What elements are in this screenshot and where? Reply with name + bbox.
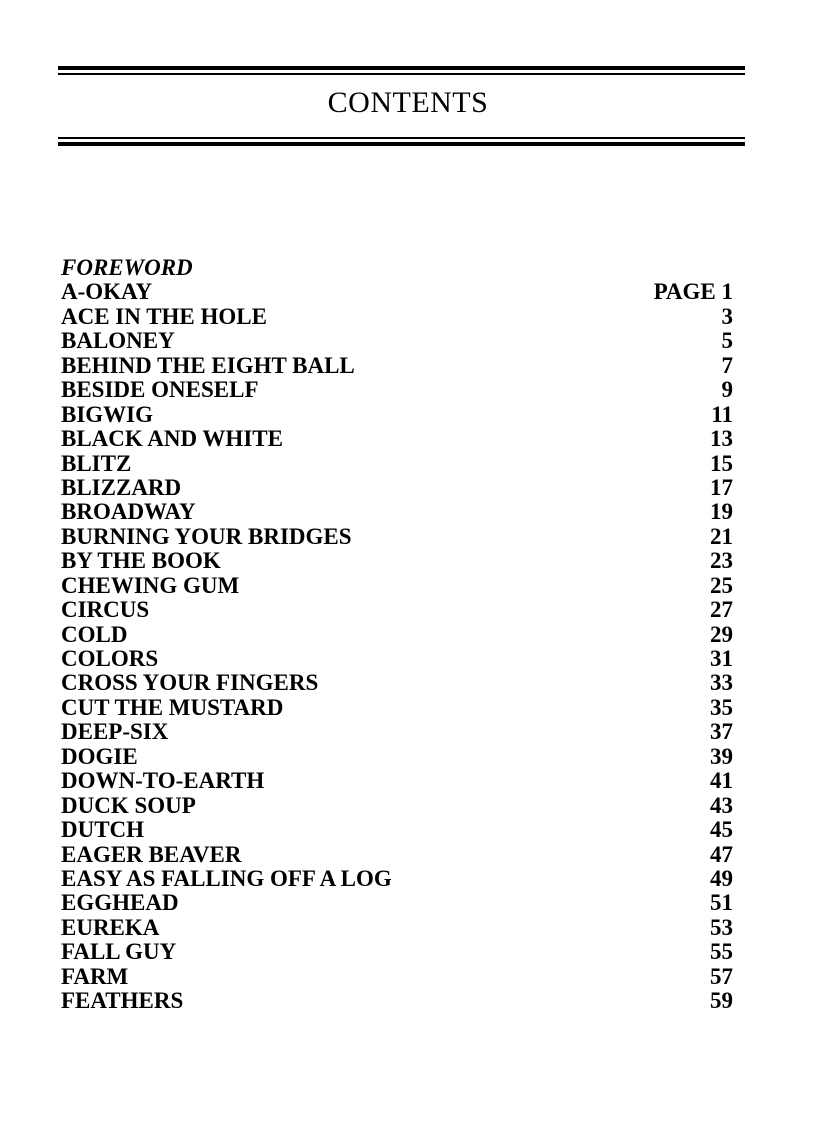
toc-entry-page: 53 <box>710 914 733 940</box>
toc-entry <box>61 794 733 818</box>
toc-entry-title: BROADWAY <box>61 499 196 525</box>
toc-entry-title: COLORS <box>61 646 159 671</box>
toc-entry-page: 47 <box>710 841 733 867</box>
toc-entry <box>61 256 733 280</box>
toc-entry-title: BY THE BOOK <box>61 548 221 574</box>
toc-entry <box>61 623 733 647</box>
toc-entry-title: BALONEY <box>61 328 175 354</box>
toc-entry-page: 19 <box>710 499 733 525</box>
table-of-contents <box>61 256 733 1014</box>
toc-entry <box>61 354 733 378</box>
toc-entry-title: CIRCUS <box>61 597 150 623</box>
toc-entry-page: 43 <box>710 792 733 818</box>
toc-entry-title: BLACK AND WHITE <box>61 426 283 452</box>
toc-entry <box>61 671 733 695</box>
toc-entry <box>61 745 733 769</box>
toc-entry <box>61 818 733 842</box>
toc-entry-page: 3 <box>721 303 733 329</box>
toc-entry <box>61 720 733 744</box>
toc-entry-page: 55 <box>710 939 733 965</box>
toc-entry-page: 57 <box>710 963 733 989</box>
toc-entry <box>61 549 733 573</box>
toc-entry-page: 37 <box>710 719 733 745</box>
toc-entry-title: DUTCH <box>61 817 145 843</box>
toc-entry-page: 29 <box>710 621 733 647</box>
toc-entry <box>61 769 733 793</box>
toc-entry-page: 41 <box>710 768 733 794</box>
toc-entry-title: EUREKA <box>61 914 160 940</box>
toc-entry-title: FOREWORD <box>61 255 193 280</box>
bottom-rule-thick <box>58 142 745 146</box>
toc-entry-title: CHEWING GUM <box>61 572 240 598</box>
toc-entry <box>61 843 733 867</box>
toc-entry-title: BLITZ <box>61 450 132 476</box>
toc-entry-page: 21 <box>710 523 733 549</box>
toc-entry <box>61 867 733 891</box>
toc-entry-title: ACE IN THE HOLE <box>61 303 267 329</box>
toc-entry-title: BESIDE ONESELF <box>61 377 259 403</box>
toc-entry-page: 11 <box>711 401 733 427</box>
page-title: CONTENTS <box>327 86 489 119</box>
toc-entry-title: CROSS YOUR FINGERS <box>61 670 319 696</box>
toc-entry <box>61 574 733 598</box>
toc-entry <box>61 452 733 476</box>
toc-entry <box>61 965 733 989</box>
top-rule-thin <box>58 73 745 75</box>
toc-entry-page: 27 <box>710 597 733 623</box>
toc-entry <box>61 940 733 964</box>
toc-entry-page: 59 <box>710 988 733 1014</box>
toc-entry <box>61 598 733 622</box>
toc-entry-title: COLD <box>61 621 128 647</box>
bottom-rule-thin <box>58 137 745 139</box>
toc-entry-title: CUT THE MUSTARD <box>61 694 284 720</box>
toc-entry-title: DOGIE <box>61 743 138 769</box>
toc-entry <box>61 891 733 915</box>
toc-entry-title: EAGER BEAVER <box>61 841 242 867</box>
toc-entry-page: 33 <box>710 670 733 696</box>
toc-entry-title: A-OKAY <box>61 279 153 305</box>
toc-entry-title: BLIZZARD <box>61 474 182 500</box>
toc-entry-page: 45 <box>710 817 733 843</box>
toc-entry <box>61 403 733 427</box>
toc-entry-page: 49 <box>710 865 733 891</box>
toc-entry-title: BIGWIG <box>61 401 154 427</box>
toc-entry-page: 9 <box>721 377 733 403</box>
toc-entry <box>61 329 733 353</box>
toc-entry-title: DUCK SOUP <box>61 792 196 818</box>
toc-entry-page: 15 <box>710 450 733 476</box>
toc-entry <box>61 427 733 451</box>
toc-entry-page: PAGE 1 <box>653 279 733 305</box>
top-rule-thick <box>58 66 745 70</box>
toc-entry-title: FARM <box>61 963 129 989</box>
toc-entry-page: 39 <box>710 743 733 769</box>
toc-entry-page: 13 <box>710 426 733 452</box>
toc-entry-title: BURNING YOUR BRIDGES <box>61 523 352 549</box>
toc-entry-page: 23 <box>710 548 733 574</box>
toc-entry <box>61 500 733 524</box>
toc-entry <box>61 378 733 402</box>
toc-entry-page: 5 <box>721 328 733 354</box>
toc-entry-title: FEATHERS <box>61 988 184 1014</box>
toc-entry-title: DOWN-TO-EARTH <box>61 768 265 794</box>
toc-entry <box>61 916 733 940</box>
toc-entry <box>61 280 733 304</box>
toc-entry <box>61 305 733 329</box>
toc-entry <box>61 647 733 671</box>
toc-entry-page: 7 <box>721 352 733 378</box>
toc-entry-page: 51 <box>710 890 733 916</box>
toc-entry-page: 35 <box>710 694 733 720</box>
toc-entry-page: 31 <box>710 646 733 671</box>
toc-entry-title: EGGHEAD <box>61 890 179 916</box>
toc-entry <box>61 696 733 720</box>
toc-entry-page: 17 <box>710 474 733 500</box>
toc-entry-page: 25 <box>710 572 733 598</box>
toc-entry <box>61 476 733 500</box>
toc-entry-title: FALL GUY <box>61 939 177 965</box>
toc-entry-title: BEHIND THE EIGHT BALL <box>61 352 355 378</box>
toc-entry <box>61 989 733 1013</box>
toc-entry <box>61 525 733 549</box>
toc-entry-title: EASY AS FALLING OFF A LOG <box>61 865 392 891</box>
toc-entry-title: DEEP-SIX <box>61 719 169 745</box>
